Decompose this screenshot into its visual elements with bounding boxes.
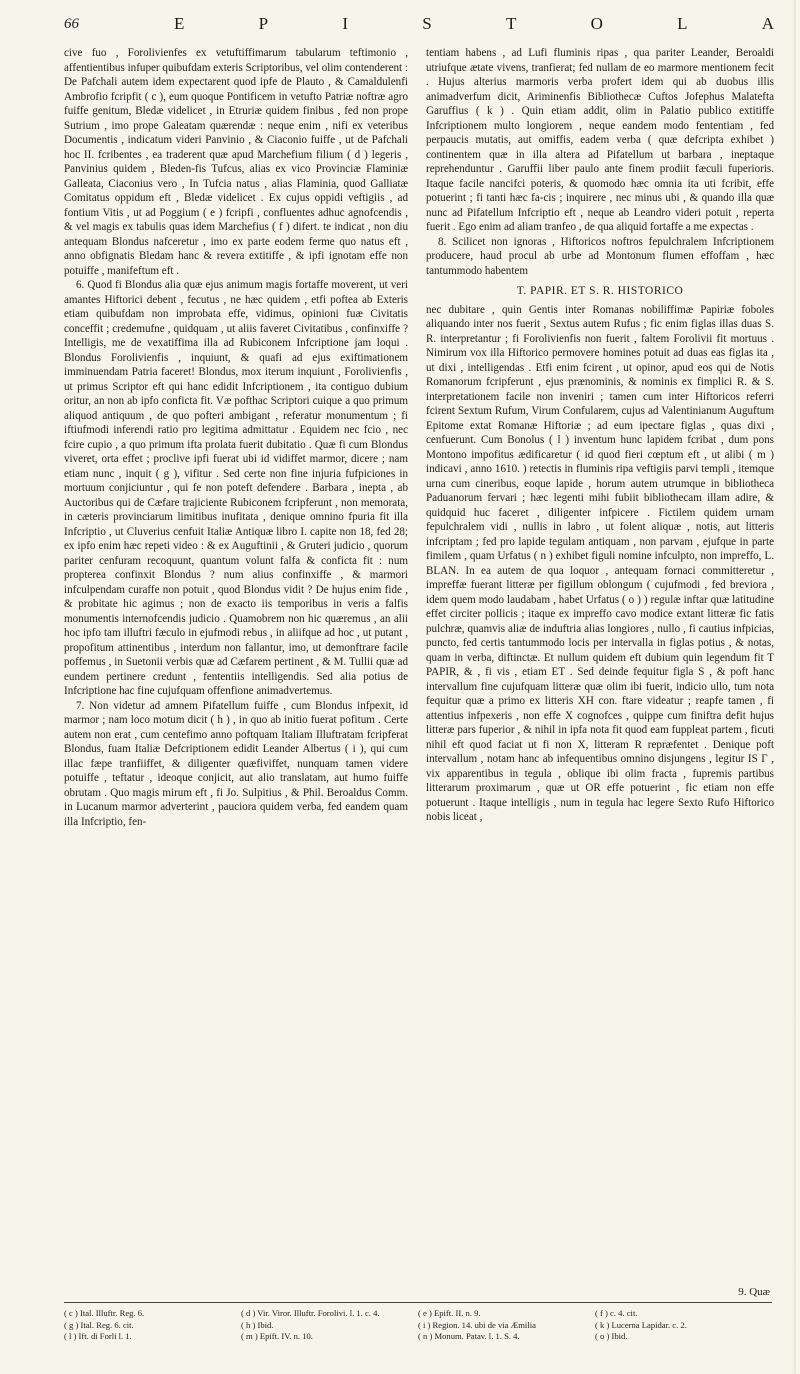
paragraph: 6. Quod fi Blondus alia quæ ejus animum magis fortaffe moverent, ut veri amantes Hiftorici debent , fecutus , ne hæc quidem , etfi poftea ab Exteris etiam quibufdam non improbata effe, vidimus, opinioni fuæ Civitatis conceffit ; credemufne , quidquam , ut aliis faveret Civitatibus , confinxiffe ? Intelligis, me de vexatiffima illa ad Rubiconem Infcriptione jam loqui . Blondus Forolivienfis , inquiunt, & quafi ad ejus exiftimationem imminuendam Patria faceret! Blondus, mox iterum inquiunt , Forolivienfis , ut primus Scriptor eft qui hanc edidit Infcriptionem , ita contiguo dubium oritur, an non ab ipfo confictа fit. Væ pofthac Scriptori cuique a quo primum aliquod antiquum , de quo pofteri ambigant , referatur monumentum ; fi iftiufmodi inferendi ratio pro legitima admittatur . Equidem nec fcio , nec fcire cupio , a quo primum ifta prolata fuerit dubitatio . Quæ fi cum Blondus viveret, orta effet ; proclive ipfi fuerat ubi id vidiffet marmor, dicere ; nam etiam nunc , inquit ( g ), vifitur . Sed certe non fine injuria fufpiciones in mortuum conjiciuntur , qui fe non poteft defendere . Barbara , inepta , ab Auctoribus qui de Cæfare trajiciente Rubiconem fcripferunt , non memorata, in cæteris provinciarum limitibus inufitata , denique omnino fpuria fit illa Infcriptio , ut Cluverius cenfuit Italiæ Antiquæ libro I. capite non 18, fed 28; ex ipfo enim hæc repeti video : & ex Auguftinii , & Gruteri judicio , quorum pariter cenfuram recoquunt, quantum volunt falfa & conficta fit : num propterea confinxit Blondus ? num alius confinxiffe , & marmori infculpendam curaffe non potuit , quod Blondus vidit ? De hujus enim fide , & probitate hic agimus ; non de exacto iis temporibus in veris a falfis monumentis internofcendis judicio . Quamobrem non hic quæremus , an alii hoc ipfo tam illuftri fæculo in ejufmodi rebus , in aliifque ad hoc , ut putant , propofitum attinentibus , interdum non fallantur, imo, ut demonftrare facile poffemus , in Suetonii verbis quæ ad Cæfarem pertinent , & M. Tullii quæ ad eundem pertinere credunt , fententiis intelligendis. Sed alia potius de Infcriptione hac fine cujufquam offenfione animadvertemus. bbox=[64, 279, 408, 697]
footnote: ( d ) Vir. Viror. Illuftr. Forolivi. l. 1. c. 4. bbox=[241, 1308, 380, 1318]
catchword: 9. Quæ bbox=[738, 1286, 770, 1298]
footnote-row bbox=[64, 1308, 772, 1320]
running-title-letter: I bbox=[342, 14, 350, 33]
footnote: ( i ) Region. 14. ubi de via Æmilia bbox=[418, 1319, 536, 1330]
footnote-divider bbox=[64, 1302, 772, 1303]
footnote: ( m ) Epift. IV. n. 10. bbox=[241, 1331, 313, 1341]
left-column bbox=[64, 46, 408, 829]
footnote: ( k ) Lucerna Lapidar. c. 2. bbox=[595, 1319, 687, 1330]
page-number: 66 bbox=[64, 16, 79, 32]
footnote: ( l ) Ift. di Forli l. 1. bbox=[64, 1331, 132, 1341]
running-title bbox=[174, 14, 776, 34]
footnote-row bbox=[64, 1331, 772, 1343]
footnote: ( c ) Ital. Illuftr. Reg. 6. bbox=[64, 1308, 145, 1318]
footnote: ( o ) Ibid. bbox=[595, 1331, 628, 1341]
running-title-letter: A bbox=[761, 14, 776, 33]
page-edge-shadow bbox=[792, 0, 796, 1374]
footnotes bbox=[64, 1308, 772, 1343]
footnote-row bbox=[64, 1320, 772, 1332]
book-page bbox=[38, 0, 790, 1374]
running-title-letter: S bbox=[422, 14, 434, 33]
paragraph: cive fuo , Forolivienfes ex vetuftiffimarum tabularum teftimonio , affentientibus infuper quibufdam exteris Scriptoribus, vel olim contenderent : De Pafchali autem idem expectarent quod ipfe de Plauto , & Camaldulenfi Ambrofio fcripfit ( c ), eum quoque Pontificem in vetufto Patriæ noftræ agro fuiffe genitum, Bledæ videlicet , in Etruriæ quidem finibus , fed non prope Sutrium , imo prope Galeatam quærendæ : neque enim , nifi ex veteribus Documentis , indicatum videri Panvinio , & Ciaconio fuiffe , ut de Pafchali hoc II. fcribentes , ea traderent quæ apud Marchefium filium ( d ) legeris , Panvinius quidem , Bleden-fis Tufcus, alias ex vico Provinciæ Flaminiæ Galleata, Ciaconius vero , In Tufcia natus , alias Flaminia, quod Galliatæ Comitatus oppidum eft , Bledæ videlicet . Ex cujus oppidi veftigiis , ad fontium Vitis , ut ad Poggium ( e ) fcripfi , confluentes adhuc agnofcendis , & vel magis ex tabulis quas idem Marchefius ( f ) difert. te indicat , non diu antequam Blondus nafceretur , imo ex parte eodem ferme quo natus eft , anno obfignatis Bledam hanc & revera extitiffe , & ipfi ignotam effe non potuiffe , manifeftum eft . bbox=[64, 47, 408, 277]
footnote: ( n ) Monum. Patav. l. 1. S. 4. bbox=[418, 1331, 520, 1341]
right-column bbox=[426, 46, 774, 825]
paragraph: 8. Scilicet non ignoras , Hiftoricos noftros fepulchralem Infcriptionem producere, haud procul ab urbe ad Montonum flumen effoffam , hæc tantummodo habentem bbox=[426, 235, 774, 277]
footnote: ( h ) Ibid. bbox=[241, 1319, 274, 1330]
running-title-letter: O bbox=[590, 14, 605, 33]
running-title-letter: P bbox=[258, 14, 271, 33]
page-header bbox=[64, 14, 776, 38]
running-title-letter: T bbox=[505, 14, 519, 33]
footnote: ( g ) Ital. Reg. 6. cit. bbox=[64, 1319, 134, 1330]
running-title-letter: L bbox=[677, 14, 690, 33]
inscription-text: T. PAPIR. ET S. R. HISTORICO bbox=[516, 285, 684, 297]
footnote: ( f ) c. 4. cit. bbox=[595, 1308, 638, 1318]
running-title-letter: E bbox=[174, 14, 187, 33]
paragraph: nec dubitare , quin Gentis inter Romanas nobiliffimæ Papiriæ foboles aliquando inter nos fuerit , Sextus autem Rufus ; fic enim figlas illas duas S. R. interpretantur ; fi Forolivienfis non fuerit , faltem Forolivii fit mortuus . Nimirum vox illa Hiftorico permovere homines potuit ad duas eas figlas ita , ut dixi , intelligendas . Etfi enim fcirent , ut opinor, apud eos qui de Notis Romanorum fcripferunt , ejus prænominis, & nominis ex fimplici R. & S. interpretationem facile non inveniri ; tamen cum inter Hiftoricos referri fcirent Sextum Rufum, Virum Confularem, cujus ad Valentinianum Auguftum Epitome extat Romanæ Hiftoriæ ; ad eum ipectare figlas , quas dixi , cenfuerunt. Cum Bonolus ( l ) inventum hunc lapidem fcribat , dum pons Montono impofitus ædificaretur ( id quod fieri cœptum eft , ut alibi ( m ) indicavi , anno 1610. ) retectis in fluminis ripa veftigiis parvi templi , itemque urna cum cineribus, eoque lapide , horum autem utrumque in bibliotheca Paduanorum fervari ; hæc legenti mihi fubiit bibliothecam illam adire, & quidquid huc faceret , diligenter infpicere . Fictilem quidem urnam fepulchralem vidi , nullis in labro , ut folent aliquæ , notis, aut litteris infcriptam ; fed pro lapide tegulam antiquam , non parvam , ejufque in parte fimilem , quam Urfatus ( n ) exhibet figuli nomine infculpto, non impreffo, L. BLAN. In ea autem de qua loquor , antequam fornaci committeretur , impreffæ fuerant litteræ per figillum oblongum ( cujufmodi , fed breviora , idem quem modo laudabam , habet Urfatus ( o ) ) regulæ inftar quæ latitudine effet circiter pollicis ; itaque ex impreffo cavo modice extant litteræ fic fatis pulchræ, quamvis aliæ de induftria alias longiores , nullo , fi cautius infpicias, puncto, fed certis tantummodo locis per intervalla in figlas potius , & notas, quam in verba, diftinctæ. Et nullum quidem eft dubium quin legendum fit T PAPIR, & , fi vis , etiam ET . Sed deinde fequitur figla S , & poft hanc intervallum fine cujufquam litteræ quæ olim ibi fuerit, indicio ullo, tum nota fequitur quæ a primo ex litteris XH con. ftare videatur ; reapfe tamen , fi attentius infpexeris , non effe X cognofces , quippe cum finiftra defit hujus litteræ pars fuperior , & nihil in ipfa nota fit quod eam fuppleat partem , ficuti nihil eft quod faciat ut fi non X, litteram R repræfentet . Denique poft intervallum , notam hanc ab infequentibus omnino disjungens , legitur IS Γ , vix apparentibus in tegula , oblique ibi olim fracta , fupremis partibus litterarum proximarum , quæ ut OR effe potuerint , fic etiam non effe potuerunt . Itaque intelligis , num in tegula hac legere Sexto Rufo Hiftorico nobis liceat , bbox=[426, 303, 774, 823]
footnote: ( e ) Epift. II. n. 9. bbox=[418, 1308, 481, 1318]
paragraph: 7. Non videtur ad amnem Pifatellum fuiffe , cum Blondus infpexit, id marmor ; nam loco motum dicit ( h ) , in quo ab initio fuerat pofitum . Certe autem non erat , cum centefimo anno poftquam Italiam Illuftratam fcripferat Blondus, fuam Italiæ Defcriptionem edidit Leander Albertus ( i ), qui cum illac fæpe tranfiiffet, & diligenter quæfiviffet, nunquam tamen videre potuiffe , teftatur , ideoque conjicit, aut alio translatam, aut humo fuiffe obrutam . Quo magis mirum eft , fi Jo. Sulpitius , & Phil. Beroaldus Comm. in Lucanum marmor adverterint , pauciora quidem verba, fed eandem quam illa Infcriptio, fen- bbox=[64, 699, 408, 828]
paragraph: tentiam habens , ad Lufi fluminis ripas , qua pariter Leander, Beroaldi utriufque ætate vivens, tranfierat; fed nullam de eo marmore mentionem fecit . Hujus alterius marmoris verba profert idem qui ab duobus illis animadverfum dicit, Ariminenfis Bibliothecæ Cuftos Jofephus Malatefta Garuffius ( k ) . Quin etiam addit, olim in Palatio publico extitiffe Infcriptionem multo longiorem , neque eandem modo fententiam , fed perpaucis mutatis, aut omiffis, eadem verba ( quæ defcripta exhibet ) continentem quæ in illa altera ad Pifatellum ut barbara , ineptaque reprehenduntur . Garuffii liber paulo ante finem prodiit fæculi fuperioris. Itaque facile nancifci poteris, & quomodo hæc omnia ita uti fcribit, effe potuerint ; fi tanti hæc fa-cis ; inquirere , nec minus ubi , & quando illa quæ nunc ad Pifatellum Infcriptio eft , neque ab Leandro videri potuit , reperta fuerit . Ego enim ad aliam tranfeo , de qua aliquid fortaffe a me expectas . bbox=[426, 47, 774, 233]
